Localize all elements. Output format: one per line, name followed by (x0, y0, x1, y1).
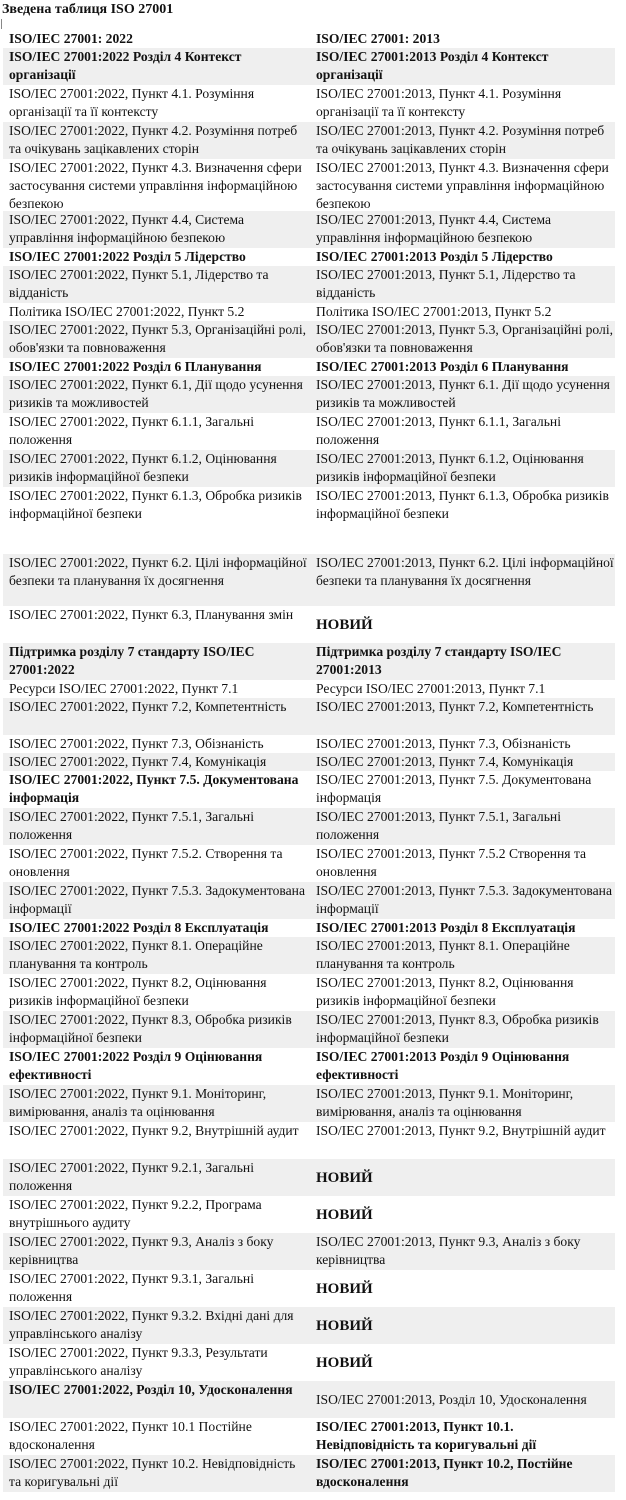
cell-2022: ISO/IEC 27001:2022, Пункт 9.2.1, Загальні положення (9, 1160, 254, 1193)
cell-2013: ISO/IEC 27001:2013, Пункт 10.1. Невідповідність та коригувальні дії (316, 1419, 537, 1452)
row-spacer (3, 524, 615, 554)
cell-2022: ISO/IEC 27001:2022, Пункт 9.2, Внутрішній аудит (9, 1123, 299, 1138)
table-row (3, 808, 615, 845)
table-row (3, 1307, 615, 1344)
table-row (3, 1085, 615, 1122)
table-row (3, 211, 615, 248)
cell-2022: ISO/IEC 27001:2022, Пункт 6.3, Планування змін (9, 607, 294, 622)
cell-2013-new-badge: НОВИЙ (316, 616, 373, 633)
table-row (3, 85, 615, 122)
cell-2022: ISO/IEC 27001:2022, Пункт 6.1.2, Оцінювання ризиків інформаційної безпеки (9, 451, 277, 484)
cell-2022: ISO/IEC 27001:2022, Пункт 7.2, Компетентність (9, 699, 287, 714)
cell-2013-new-badge: НОВИЙ (316, 1280, 373, 1297)
cell-2022: ISO/IEC 27001:2022, Пункт 6.1.3, Обробка ризиків інформаційної безпеки (9, 488, 302, 521)
cell-2013: ISO/IEC 27001:2013, Пункт 7.5. Документована інформація (316, 772, 592, 805)
cell-2013: ISO/IEC 27001:2013, Пункт 6.1. Дії щодо усунення ризиків та можливостей (316, 377, 610, 410)
table-row (3, 882, 615, 919)
cell-2013: ISO/IEC 27001:2013, Пункт 9.2, Внутрішній аудит (316, 1123, 606, 1138)
cell-2013: ISO/IEC 27001:2013, Пункт 5.1, Лідерство та відданість (316, 267, 576, 300)
table-header-row (3, 30, 615, 48)
cell-2022: ISO/IEC 27001:2022, Пункт 6.1.1, Загальні положення (9, 414, 254, 447)
cell-2013: ISO/IEC 27001:2013 Розділ 6 Планування (316, 359, 569, 374)
cell-2022: ISO/IEC 27001:2022, Пункт 7.3, Обізнаність (9, 736, 264, 751)
table-row (3, 845, 615, 882)
cell-2013: Підтримка розділу 7 стандарту ISO/IEC 27001:2013 (316, 644, 562, 677)
table-row (3, 1159, 615, 1196)
table-row (3, 266, 615, 303)
cell-2022: ISO/IEC 27001:2022, Пункт 5.3, Організаційні ролі, обов'язки та повноваження (9, 322, 306, 355)
table-row (3, 122, 615, 159)
cell-2013: ISO/IEC 27001:2013, Пункт 10.2, Постійне вдосконалення (316, 1456, 573, 1489)
cell-2022: ISO/IEC 27001:2022, Пункт 4.4, Система управління інформаційною безпекою (9, 212, 245, 245)
cell-2013: ISO/IEC 27001:2013, Пункт 6.1.1, Загальні положення (316, 414, 561, 447)
cell-2013: ISO/IEC 27001:2013, Пункт 4.2. Розуміння потреб та очікувань зацікавлених сторін (316, 123, 605, 156)
table-row (3, 643, 615, 680)
table-row (3, 937, 615, 974)
table-row (3, 1418, 615, 1455)
cell-2013-new-badge: НОВИЙ (316, 1206, 373, 1223)
cell-2013: Політика ISO/IEC 27001:2013, Пункт 5.2 (316, 304, 552, 319)
cell-2013: ISO/IEC 27001:2013, Пункт 8.1. Операційне планування та контроль (316, 938, 570, 971)
cell-2013: ISO/IEC 27001:2013, Пункт 4.1. Розуміння організації та її контексту (316, 86, 562, 119)
cell-2013: ISO/IEC 27001:2013, Пункт 7.3, Обізнаність (316, 736, 571, 751)
cell-2022: ISO/IEC 27001:2022, Пункт 6.1, Дії щодо усунення ризиків та можливостей (9, 377, 303, 410)
table-row (3, 159, 615, 211)
table-row (3, 680, 615, 698)
table-row (3, 1011, 615, 1048)
cell-2022: ISO/IEC 27001:2022, Пункт 7.5.1, Загальні положення (9, 809, 254, 842)
cell-2022: ISO/IEC 27001:2022, Пункт 9.3, Аналіз з боку керівництва (9, 1234, 274, 1267)
cell-2013: ISO/IEC 27001:2013, Пункт 6.1.3, Обробка ризиків інформаційної безпеки (316, 488, 609, 521)
table-row (3, 413, 615, 450)
cell-2022: ISO/IEC 27001:2022, Пункт 7.5.2. Створення та оновлення (9, 846, 283, 879)
table-row (3, 48, 615, 85)
cell-2013: ISO/IEC 27001:2013, Пункт 6.2. Цілі інформаційної безпеки та планування їх досягнення (316, 555, 614, 588)
cell-2013: ISO/IEC 27001:2013, Пункт 8.3, Обробка ризиків інформаційної безпеки (316, 1012, 599, 1045)
cell-2022: ISO/IEC 27001:2022, Пункт 7.5.3. Задокументована інформації (9, 883, 305, 916)
header-2022: ISO/IEC 27001: 2022 (9, 31, 133, 46)
table-row (3, 358, 615, 376)
table-row (3, 753, 615, 771)
table-row (3, 1196, 615, 1233)
table-row (3, 303, 615, 321)
table-row (3, 321, 615, 358)
table-row (3, 1270, 615, 1307)
table-row (3, 1122, 615, 1159)
cell-2022: Ресурси ISO/IEC 27001:2022, Пункт 7.1 (9, 681, 239, 696)
table-row (3, 248, 615, 266)
cell-2022: Підтримка розділу 7 стандарту ISO/IEC 27001:2022 (9, 644, 255, 677)
cell-2013: ISO/IEC 27001:2013, Пункт 9.1. Моніторинг, вимірювання, аналіз та оцінювання (316, 1086, 574, 1119)
cell-2022: ISO/IEC 27001:2022, Пункт 8.3, Обробка ризиків інформаційної безпеки (9, 1012, 292, 1045)
table-row (3, 1344, 615, 1381)
cell-2022: ISO/IEC 27001:2022, Пункт 4.2. Розуміння потреб та очікувань зацікавлених сторін (9, 123, 298, 156)
cell-2022: ISO/IEC 27001:2022, Пункт 8.2, Оцінювання ризиків інформаційної безпеки (9, 975, 267, 1008)
cell-2013-new-badge: НОВИЙ (316, 1317, 373, 1334)
cell-2022: ISO/IEC 27001:2022, Пункт 8.1. Операційне планування та контроль (9, 938, 263, 971)
cell-2022: Політика ISO/IEC 27001:2022, Пункт 5.2 (9, 304, 245, 319)
table-row (3, 919, 615, 937)
cell-2013: ISO/IEC 27001:2013, Пункт 7.5.2 Створення та оновлення (316, 846, 587, 879)
text-cursor (1, 19, 2, 29)
table-row (3, 606, 615, 643)
cell-2022: ISO/IEC 27001:2022, Пункт 9.3.2. Вхідні дані для управлінського аналізу (9, 1308, 294, 1341)
cell-2013: ISO/IEC 27001:2013 Розділ 4 Контекст організації (316, 49, 549, 82)
cell-2013: ISO/IEC 27001:2013 Розділ 5 Лідерство (316, 249, 553, 264)
cell-2022: ISO/IEC 27001:2022, Пункт 7.4, Комунікація (9, 754, 267, 769)
cell-2022: ISO/IEC 27001:2022, Пункт 6.2. Цілі інформаційної безпеки та планування їх досягнення (9, 555, 307, 588)
table-row (3, 974, 615, 1011)
cell-2022: ISO/IEC 27001:2022 Розділ 6 Планування (9, 359, 262, 374)
cell-2013: Ресурси ISO/IEC 27001:2013, Пункт 7.1 (316, 681, 546, 696)
cell-2022: ISO/IEC 27001:2022, Пункт 4.1. Розуміння організації та її контексту (9, 86, 255, 119)
cell-2013: ISO/IEC 27001:2013, Пункт 7.5.1, Загальні положення (316, 809, 561, 842)
cell-2013: ISO/IEC 27001:2013, Пункт 5.3, Організаційні ролі, обов'язки та повноваження (316, 322, 613, 355)
header-2013: ISO/IEC 27001: 2013 (316, 31, 440, 46)
cell-2022: ISO/IEC 27001:2022, Пункт 4.3. Визначення сфери застосування системи управління інформаційною безпекою (9, 160, 302, 211)
cell-2013: ISO/IEC 27001:2013, Пункт 7.4, Комунікація (316, 754, 574, 769)
table-row (3, 554, 615, 606)
table-row (3, 1233, 615, 1270)
cell-2022: ISO/IEC 27001:2022, Пункт 9.2.2, Програма внутрішнього аудиту (9, 1197, 262, 1230)
cell-2013: ISO/IEC 27001:2013, Пункт 8.2, Оцінювання ризиків інформаційної безпеки (316, 975, 574, 1008)
cell-2022: ISO/IEC 27001:2022 Розділ 9 Оцінювання ефективності (9, 1049, 263, 1082)
cell-2022: ISO/IEC 27001:2022 Розділ 5 Лідерство (9, 249, 246, 264)
cell-2022: ISO/IEC 27001:2022 Розділ 8 Експлуатація (9, 920, 269, 935)
cell-2013: ISO/IEC 27001:2013, Пункт 7.5.3. Задокументована інформації (316, 883, 612, 916)
cell-2022: ISO/IEC 27001:2022, Пункт 7.5. Документована інформація (9, 772, 299, 805)
cell-2022: ISO/IEC 27001:2022 Розділ 4 Контекст організації (9, 49, 242, 82)
table-row (3, 376, 615, 413)
cell-2022: ISO/IEC 27001:2022, Розділ 10, Удосконалення (9, 1382, 293, 1397)
cell-2013: ISO/IEC 27001:2013, Пункт 9.3, Аналіз з боку керівництва (316, 1234, 581, 1267)
comparison-table (3, 30, 615, 1492)
cell-2013: ISO/IEC 27001:2013, Пункт 6.1.2, Оцінювання ризиків інформаційної безпеки (316, 451, 584, 484)
table-row (3, 1048, 615, 1085)
table-row (3, 1381, 615, 1418)
cell-2022: ISO/IEC 27001:2022, Пункт 9.3.3, Результати управлінського аналізу (9, 1345, 268, 1378)
cell-2013-new-badge: НОВИЙ (316, 1354, 373, 1371)
cell-2013: ISO/IEC 27001:2013, Пункт 4.4, Система управління інформаційною безпекою (316, 212, 552, 245)
cell-2013: ISO/IEC 27001:2013, Пункт 7.2, Компетентність (316, 699, 594, 714)
cell-2013: ISO/IEC 27001:2013, Пункт 4.3. Визначення сфери застосування системи управління інформаційною безпекою (316, 160, 609, 211)
table-row (3, 487, 615, 524)
cell-2013: ISO/IEC 27001:2013 Розділ 9 Оцінювання ефективності (316, 1049, 570, 1082)
cell-2022: ISO/IEC 27001:2022, Пункт 9.3.1, Загальні положення (9, 1271, 254, 1304)
cell-2022: ISO/IEC 27001:2022, Пункт 10.2. Невідповідність та коригувальні дії (9, 1456, 296, 1489)
cell-2022: ISO/IEC 27001:2022, Пункт 10.1 Постійне вдосконалення (9, 1419, 252, 1452)
cell-2022: ISO/IEC 27001:2022, Пункт 5.1, Лідерство та відданість (9, 267, 269, 300)
table-row (3, 450, 615, 487)
table-row (3, 735, 615, 753)
cell-2013: ISO/IEC 27001:2013 Розділ 8 Експлуатація (316, 920, 576, 935)
table-row (3, 771, 615, 808)
table-row (3, 698, 615, 735)
cell-2022: ISO/IEC 27001:2022, Пункт 9.1. Моніторинг, вимірювання, аналіз та оцінювання (9, 1086, 267, 1119)
page-title: Зведена таблиця ISO 27001 (2, 2, 174, 17)
cell-2013: ISO/IEC 27001:2013, Розділ 10, Удосконалення (316, 1391, 587, 1407)
table-row (3, 1455, 615, 1492)
cell-2013-new-badge: НОВИЙ (316, 1169, 373, 1186)
